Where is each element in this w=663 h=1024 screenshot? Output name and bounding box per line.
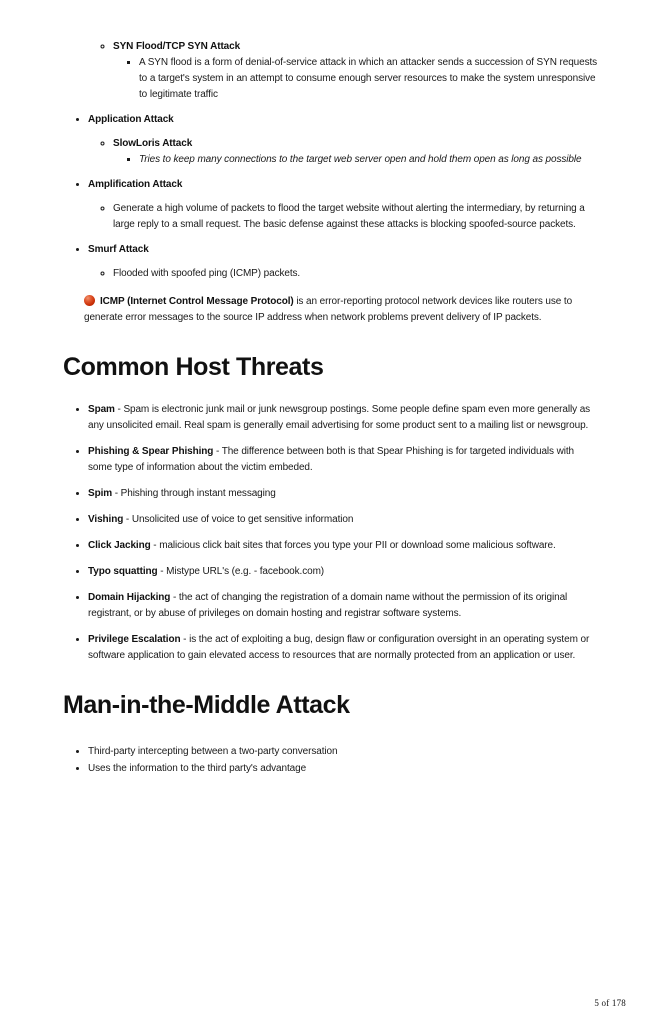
description: malicious click bait sites that forces you type your PII or download some malicious software.	[159, 540, 556, 551]
list-item-click-jacking	[88, 538, 600, 554]
list-item-phishing	[88, 444, 600, 476]
term: Spam	[88, 404, 115, 415]
list-item-application-attack	[88, 112, 600, 168]
description: Spam is electronic junk mail or junk newsgroup postings. Some people define spam even more generally as any unsolicited email. Real spam is generally email advertising for some product sent to a mailing list or newsgroup.	[88, 404, 591, 431]
mitm-list	[63, 744, 600, 777]
separator: -	[180, 634, 190, 645]
term: Privilege Escalation	[88, 634, 181, 645]
network-attack-list	[63, 39, 600, 282]
list-item-vishing	[88, 512, 600, 528]
heading-man-in-the-middle: Man-in-the-Middle Attack	[63, 691, 350, 719]
icmp-term: ICMP (Internet Control Message Protocol)	[100, 296, 294, 307]
description: The difference between both is that Spear Phishing is for targeted individuals with some type of information about the victim embeded.	[88, 446, 574, 473]
page-number-label: 5 of 178	[594, 998, 626, 1008]
list-item-amplification-attack	[88, 177, 600, 233]
separator: -	[114, 404, 124, 415]
syn-flood-title: SYN Flood/TCP SYN Attack	[113, 41, 241, 52]
list-item-domain-hijacking	[88, 590, 600, 622]
description: Mistype URL's (e.g. - facebook.com)	[166, 566, 325, 577]
amplification-description: ◦ Generate a high volume of packets to flood the target website without alerting the intermediary, by returning a large reply to a small request. The basic defense against these attacks is blocking spoofed-source packets.	[113, 201, 600, 233]
amplification-attack-title: Amplification Attack	[88, 179, 183, 190]
separator: -	[123, 514, 132, 525]
list-item-privilege-escalation	[88, 632, 600, 664]
list-item-mitm-intercepting: • Third-party intercepting between a two-party conversation	[88, 744, 600, 761]
term: Domain Hijacking	[88, 592, 171, 603]
separator: -	[112, 488, 121, 499]
syn-flood-description: ▪ A SYN flood is a form of denial-of-service attack in which an attacker sends a succession of SYN requests to a target's system in an attempt to consume enough server resources to make the system unresponsive to legitimate traffic	[139, 55, 600, 103]
slowloris-title: SlowLoris Attack	[113, 138, 193, 149]
smurf-attack-title: Smurf Attack	[88, 244, 149, 255]
separator: -	[213, 446, 222, 457]
list-item-syn-flood	[113, 39, 600, 103]
red-circle-icon	[84, 295, 95, 306]
list-item-typo-squatting	[88, 564, 600, 580]
icmp-text: is an error-reporting protocol network devices like routers use to generate error messages to the source IP address when network problems prevent delivery of IP packets.	[84, 296, 573, 323]
separator: -	[157, 566, 167, 577]
description: the act of changing the registration of a domain name without the permission of its original registrant, or by abuse of privileges on domain hosting and registrar software systems.	[88, 592, 568, 619]
host-threats-list	[63, 402, 600, 664]
term: Click Jacking	[88, 540, 151, 551]
term: Spim	[88, 488, 113, 499]
application-attack-title: Application Attack	[88, 114, 174, 125]
separator: -	[170, 592, 179, 603]
list-item-spam	[88, 402, 600, 434]
icmp-note	[84, 294, 600, 326]
term: Vishing	[88, 514, 124, 525]
slowloris-description: ▪ Tries to keep many connections to the target web server open and hold them open as long as possible	[139, 152, 600, 168]
term: Phishing & Spear Phishing	[88, 446, 214, 457]
smurf-description: ◦ Flooded with spoofed ping (ICMP) packets.	[113, 266, 600, 282]
heading-common-host-threats: Common Host Threats	[63, 353, 324, 381]
separator: -	[150, 540, 160, 551]
list-item-mitm-advantage: • Uses the information to the third party's advantage	[88, 761, 600, 778]
list-item-spim	[88, 486, 600, 502]
list-item-slowloris	[113, 136, 600, 168]
description: Unsolicited use of voice to get sensitive information	[131, 514, 354, 525]
list-item	[88, 39, 600, 103]
list-item-smurf-attack	[88, 242, 600, 282]
term: Typo squatting	[88, 566, 158, 577]
description: Phishing through instant messaging	[120, 488, 276, 499]
description: is the act of exploiting a bug, design flaw or configuration oversight in an operating system or software application to gain elevated access to resources that are normally protected from an application or user.	[88, 634, 590, 661]
